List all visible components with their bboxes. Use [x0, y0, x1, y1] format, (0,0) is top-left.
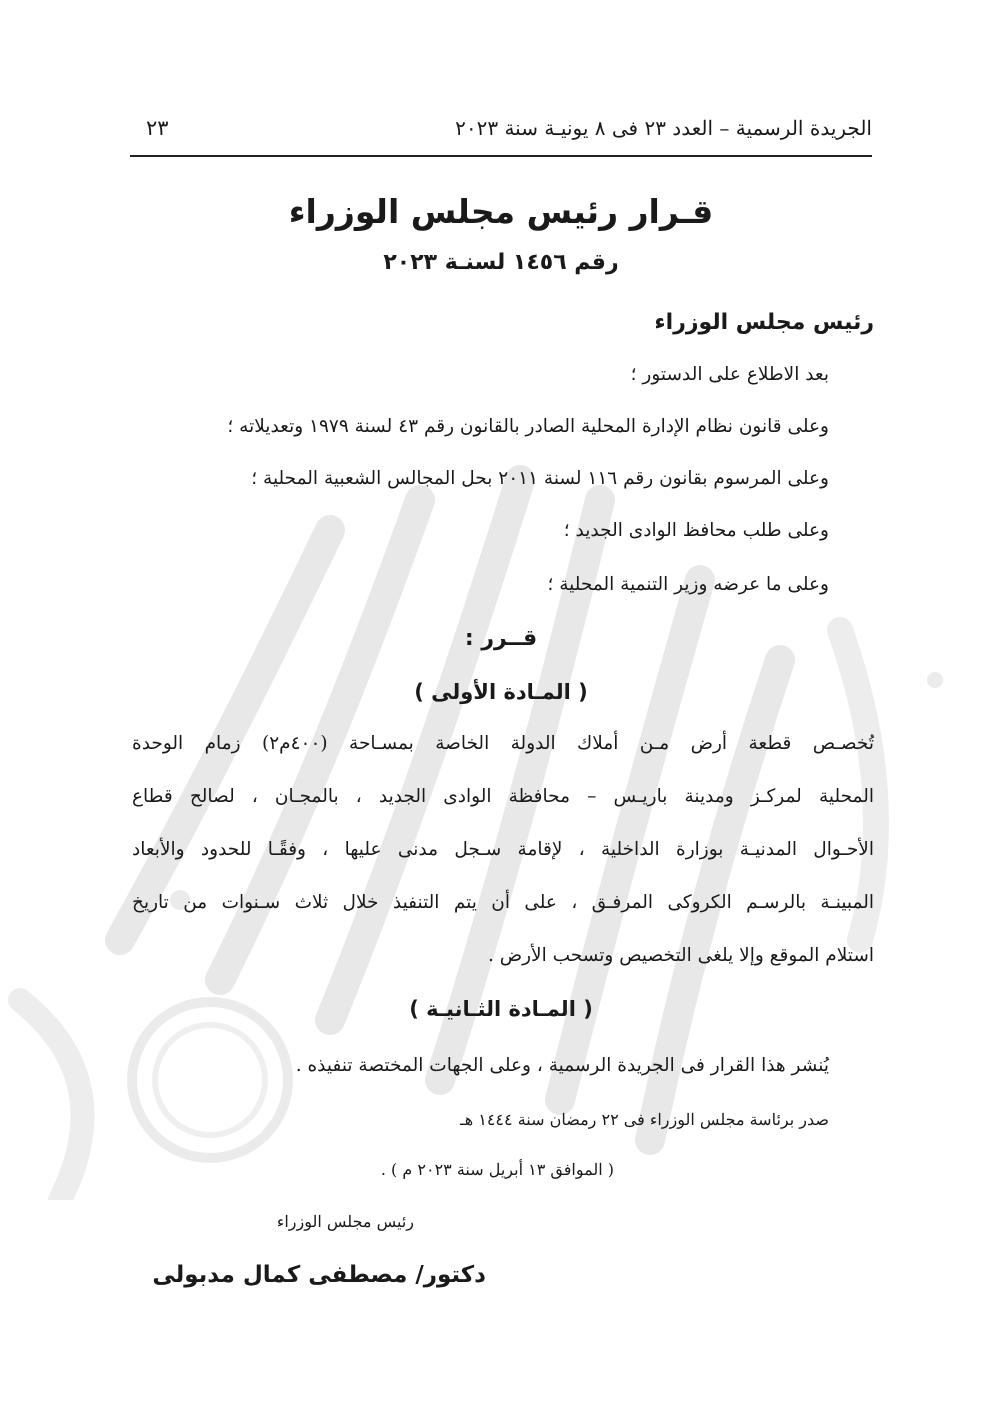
page-number: ٢٣ [146, 116, 169, 140]
preamble-line: وعلى المرسوم بقانون رقم ١١٦ لسنة ٢٠١١ بحل المجالس الشعبية المحلية ؛ [251, 468, 829, 489]
issued-corresponding-date: ( الموافق ١٣ أبريل سنة ٢٠٢٣ م ) . [380, 1160, 614, 1179]
signature-name: دكتور/ مصطفى كمال مدبولى [152, 1262, 486, 1288]
article-1-line: تُخصـص قطعة أرض مـن أملاك الدولة الخاصة بمسـاحة (٤٠٠م٢) زمام الوحدة [132, 733, 875, 754]
decree-number: رقم ١٤٥٦ لسنـة ٢٠٢٣ [383, 250, 619, 275]
preamble-line: بعد الاطلاع على الدستور ؛ [630, 364, 829, 385]
article-2-text: يُنشر هذا القرار فى الجريدة الرسمية ، وعلى الجهات المختصة تنفيذه . [295, 1055, 829, 1076]
preamble-line: وعلى قانون نظام الإدارة المحلية الصادر بالقانون رقم ٤٣ لسنة ١٩٧٩ وتعديلاته ؛ [227, 416, 829, 437]
article-1-line: الأحـوال المدنيـة بوزارة الداخلية ، لإقامة سـجل مدنى عليها ، وفقًـا للحدود والأبعاد [132, 839, 874, 860]
decides-heading: قــرر : [464, 626, 538, 651]
preamble-line: وعلى طلب محافظ الوادى الجديد ؛ [563, 520, 829, 541]
article-1-line: المحلية لمركـز ومدينة باريـس – محافظة الوادى الجديد ، بالمجـان ، لصالح قطاع [132, 786, 874, 807]
article-1-line: المبينـة بالرسـم الكروكى المرفـق ، على أن يتم التنفيذ خلال ثلاث سـنوات من تاريخ [132, 892, 874, 913]
article-2-heading: ( المـادة الثـانيـة ) [409, 997, 593, 1021]
signature-role: رئيس مجلس الوزراء [276, 1212, 414, 1231]
article-1-heading: ( المـادة الأولى ) [414, 680, 588, 704]
decree-title: قـرار رئيس مجلس الوزراء [288, 192, 714, 231]
issuer-heading: رئيس مجلس الوزراء [654, 310, 874, 335]
running-header [130, 112, 872, 148]
gazette-issue-title: الجريدة الرسمية – العدد ٢٣ فى ٨ يونيـة سنة ٢٠٢٣ [455, 116, 872, 140]
issued-line: صدر برئاسة مجلس الوزراء فى ٢٢ رمضان سنة ١٤٤٤ هـ [460, 1110, 829, 1129]
article-1-last-line: استلام الموقع وإلا يلغى التخصيص وتسحب الأرض . [488, 945, 874, 966]
preamble-line: وعلى ما عرضه وزير التنمية المحلية ؛ [547, 574, 829, 595]
header-divider [130, 155, 872, 157]
